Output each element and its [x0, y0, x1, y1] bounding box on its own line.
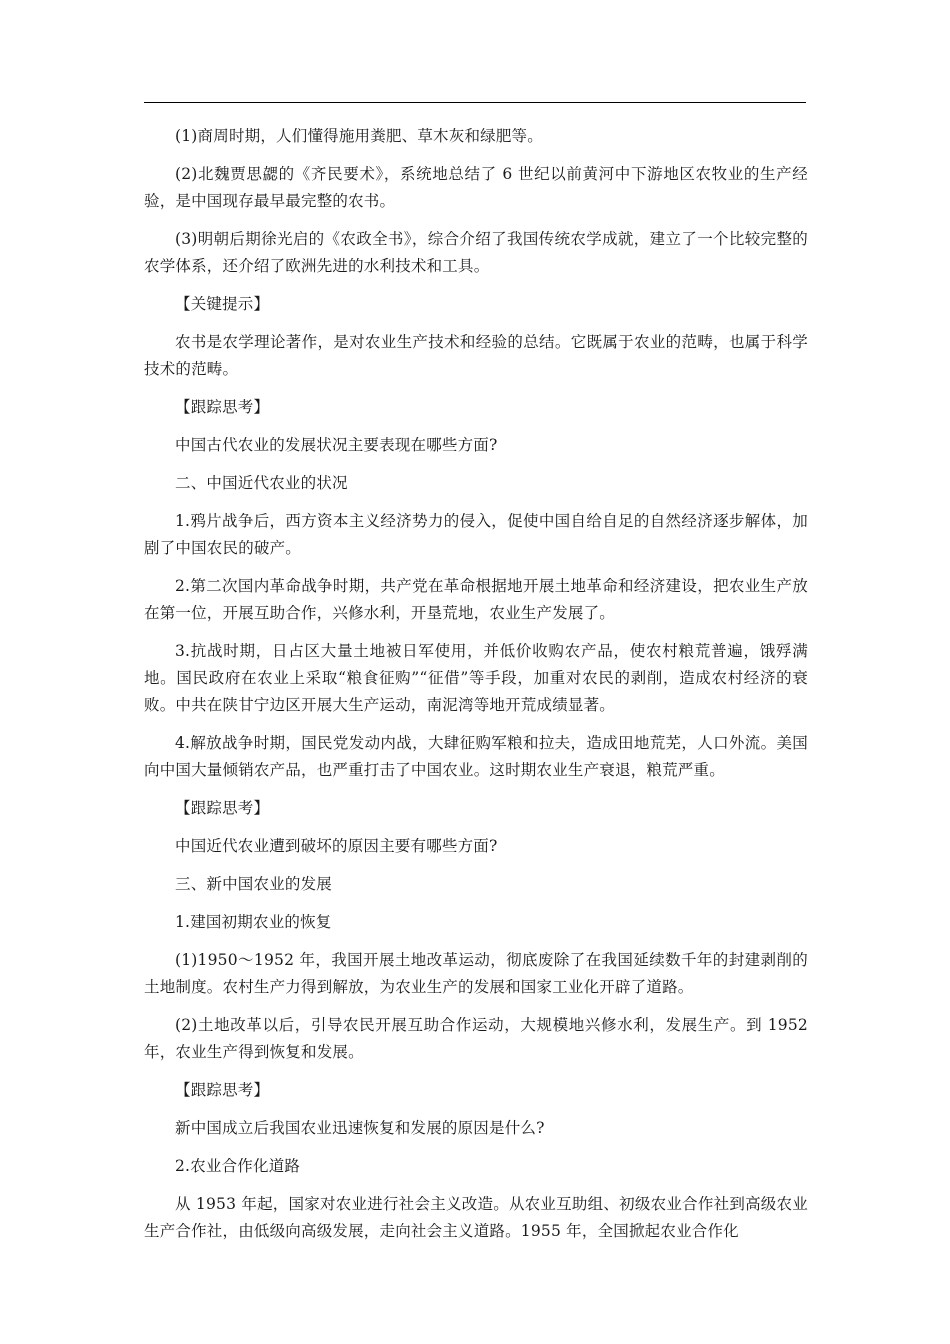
- paragraph-anti-japanese-war: 3.抗战时期，日占区大量土地被日军使用，并低价收购农产品，使农村粮荒普遍，饿殍满地。国民政府在农业上采取“粮食征购”“征借”等手段，加重对农民的剥削，造成农村经济的衰败。中共在陕甘宁边区开展大生产运动，南泥湾等地开荒成绩显著。: [144, 642, 808, 714]
- question-modern-agriculture: 中国近代农业遭到破坏的原因主要有哪些方面?: [175, 837, 498, 855]
- heading-key-tip: 【关键提示】: [175, 295, 270, 313]
- question-ancient-agriculture: 中国古代农业的发展状况主要表现在哪些方面?: [175, 436, 498, 454]
- section-heading-modern-agriculture: 二、中国近代农业的状况: [175, 474, 348, 492]
- paragraph-opium-war: 1.鸦片战争后，西方资本主义经济势力的侵入，促使中国自给自足的自然经济逐步解体，加剧了中国农民的破产。: [144, 512, 808, 557]
- heading-follow-up-thinking: 【跟踪思考】: [175, 398, 270, 416]
- paragraph-shang-zhou-fertilizer: (1)商周时期，人们懂得施用粪肥、草木灰和绿肥等。: [175, 127, 543, 145]
- paragraph-key-tip-text: 农书是农学理论著作，是对农业生产技术和经验的总结。它既属于农业的范畴，也属于科学技术的范畴。: [144, 333, 808, 378]
- paragraph-liberation-war: 4.解放战争时期，国民党发动内战，大肆征购军粮和拉夫，造成田地荒芜，人口外流。美国向中国大量倾销农产品，也严重打击了中国农业。这时期农业生产衰退，粮荒严重。: [144, 734, 808, 779]
- section-heading-new-china-agriculture: 三、新中国农业的发展: [175, 875, 333, 893]
- document-body: [144, 123, 808, 1256]
- heading-follow-up-thinking: 【跟踪思考】: [175, 799, 270, 817]
- paragraph-second-civil-war: 2.第二次国内革命战争时期，共产党在革命根据地开展土地革命和经济建设，把农业生产放在第一位，开展互助合作，兴修水利，开垦荒地，农业生产发展了。: [144, 577, 808, 622]
- paragraph-socialist-transformation: 从 1953 年起，国家对农业进行社会主义改造。从农业互助组、初级农业合作社到高级农业生产合作社，由低级向高级发展，走向社会主义道路。1955 年，全国掀起农业合作化: [144, 1195, 808, 1240]
- paragraph-land-reform: (1)1950～1952 年，我国开展土地改革运动，彻底废除了在我国延续数千年的封建剥削的土地制度。农村生产力得到解放，为农业生产的发展和国家工业化开辟了道路。: [144, 951, 808, 996]
- subheading-early-recovery: 1.建国初期农业的恢复: [175, 913, 332, 931]
- paragraph-qi-min-yao-shu: (2)北魏贾思勰的《齐民要术》，系统地总结了 6 世纪以前黄河中下游地区农牧业的生产经验，是中国现存最早最完整的农书。: [144, 165, 808, 210]
- subheading-cooperative-road: 2.农业合作化道路: [175, 1157, 301, 1175]
- paragraph-nong-zheng-quan-shu: (3)明朝后期徐光启的《农政全书》，综合介绍了我国传统农学成就，建立了一个比较完整的农学体系，还介绍了欧洲先进的水利技术和工具。: [144, 230, 808, 275]
- paragraph-mutual-aid: (2)土地改革以后，引导农民开展互助合作运动，大规模地兴修水利，发展生产。到 1952 年，农业生产得到恢复和发展。: [144, 1016, 808, 1061]
- heading-follow-up-thinking: 【跟踪思考】: [175, 1081, 270, 1099]
- header-rule: [144, 102, 806, 103]
- question-new-china-recovery: 新中国成立后我国农业迅速恢复和发展的原因是什么?: [175, 1119, 545, 1137]
